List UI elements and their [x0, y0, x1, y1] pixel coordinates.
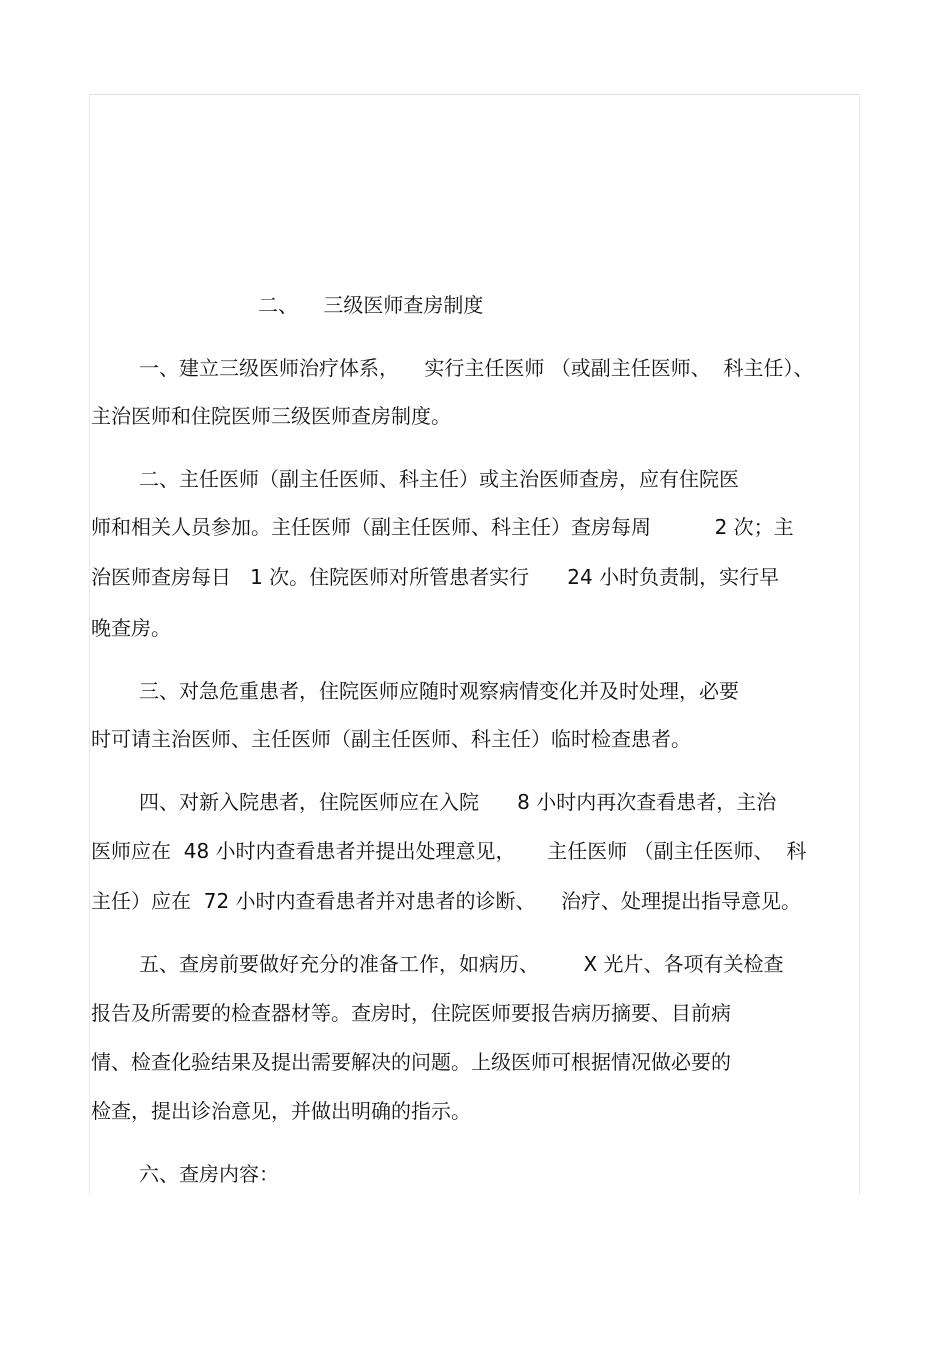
paragraph-3-line-2: 时可请主治医师、主任医师（副主任医师、科主任）临时检查患者。	[91, 727, 691, 751]
paragraph-2-line-1: 二、主任医师（副主任医师、科主任）或主治医师查房，应有住院医	[139, 467, 739, 491]
paragraph-6-line-1: 六、查房内容：	[139, 1162, 279, 1186]
section-title: 二、 三级医师查房制度	[258, 293, 484, 317]
paragraph-5-line-1: 五、查房前要做好充分的准备工作，如病历、 X 光片、各项有关检查	[139, 952, 784, 976]
paragraph-2-line-3: 治医师查房每日 1 次。住院医师对所管患者实行 24 小时负责制，实行早	[91, 565, 780, 589]
paragraph-4-line-1: 四、对新入院患者，住院医师应在入院 8 小时内再次查看患者，主治	[139, 790, 777, 814]
paragraph-4-line-3: 主任）应在 72 小时内查看患者并对患者的诊断、 治疗、处理提出指导意见。	[91, 889, 801, 913]
paragraph-4-line-2: 医师应在 48 小时内查看患者并提出处理意见， 主任医师 （副主任医师、 科	[91, 839, 807, 863]
page-frame	[89, 94, 860, 1195]
paragraph-5-line-3: 情、检查化验结果及提出需要解决的问题。上级医师可根据情况做必要的	[91, 1050, 731, 1074]
paragraph-1-line-1: 一、建立三级医师治疗体系， 实行主任医师 （或副主任医师、 科主任）、	[139, 356, 814, 380]
paragraph-1-line-2: 主治医师和住院医师三级医师查房制度。	[91, 404, 451, 428]
paragraph-5-line-2: 报告及所需要的检查器材等。查房时，住院医师要报告病历摘要、目前病	[91, 1001, 731, 1025]
paragraph-5-line-4: 检查，提出诊治意见，并做出明确的指示。	[91, 1099, 471, 1123]
paragraph-2-line-2: 师和相关人员参加。主任医师（副主任医师、科主任）查房每周 2 次；主	[91, 515, 794, 539]
paragraph-3-line-1: 三、对急危重患者，住院医师应随时观察病情变化并及时处理，必要	[139, 679, 739, 703]
paragraph-2-line-4: 晚查房。	[91, 616, 171, 640]
